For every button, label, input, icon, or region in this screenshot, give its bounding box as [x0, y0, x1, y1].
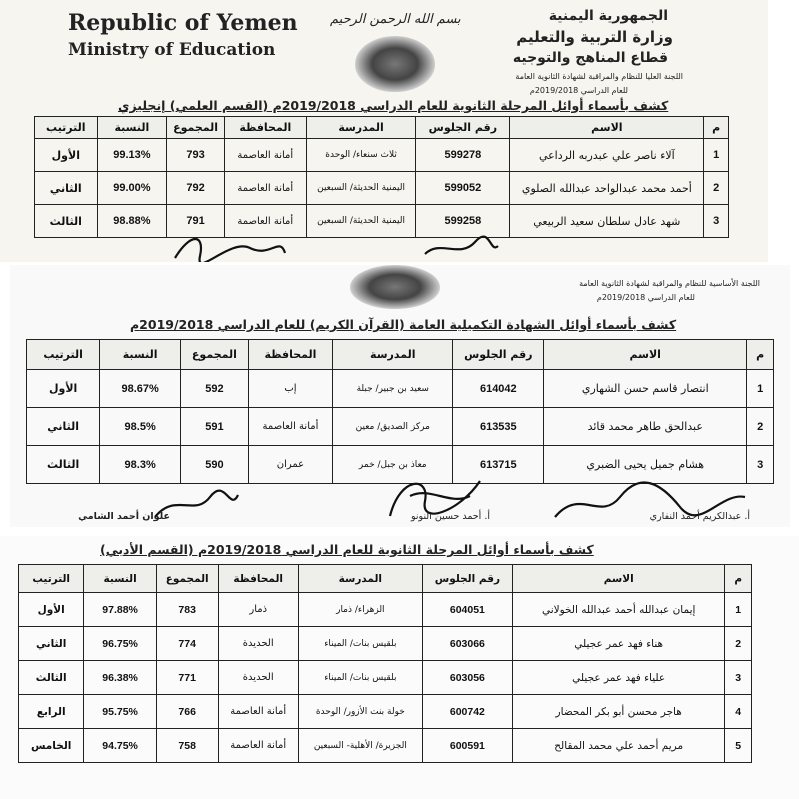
table-row: 1 إيمان عبدالله أحمد عبدالله الخولاني 604051 الزهراء/ ذمار ذمار 783 97.88% الأول [19, 593, 752, 627]
header-ar-republic: الجمهورية اليمنية [548, 8, 668, 24]
yemen-emblem-icon [355, 36, 435, 92]
results-table [34, 116, 729, 238]
col-name: الاسم [510, 117, 704, 139]
table-row: 2 هناء فهد عمر عجيلي 603066 بلقيس بنات/ الميناء الحديدة 774 96.75% الثاني [19, 627, 752, 661]
col-school: المدرسة [306, 117, 416, 139]
header-en-republic: Republic of Yemen [68, 10, 298, 36]
signatory-3: علوان أحمد الشامي [78, 511, 170, 522]
header-en-ministry: Ministry of Education [68, 40, 276, 60]
sheet-title: كشف بأسماء أوائل المرحلة الثانوية للعام الدراسي 2019/2018م (القسم الأدبي) [100, 542, 594, 557]
literary-section-sheet [0, 536, 799, 799]
signature-mark [170, 228, 290, 262]
yemen-emblem-icon [350, 265, 440, 309]
signatory-1: أ. عبدالكريم أحمد النفاري [649, 511, 750, 522]
col-index: م [704, 117, 729, 139]
results-table: م الاسم رقم الجلوس المدرسة المحافظة المجموع النسبة الترتيب 1 انتصار قاسم حسن الشهاري 614042 سعيد بن جبير/ جبلة إب 592 98.67% الأول 2 عبدالحق طاهر محمد قائد 613535 مركز الصديق/ معين أمانة العاصمة 591 98.5% الثاني 3 هشام جميل يحيى الضبري 613715 معاذ بن جبل/ خمر عمران 590 98.3% الثالث [26, 339, 774, 484]
header-ar-year: للعام الدراسي 2019/2018م [529, 86, 628, 95]
col-rank: الترتيب [35, 117, 98, 139]
scientific-section-sheet [0, 0, 768, 262]
header-ar-committee: اللجنة العليا للنظام والمراقبة لشهادة الثانوية العامة [515, 72, 683, 81]
signatory-2: أ. أحمد حسين النونو [410, 511, 490, 522]
table-row: 2 عبدالحق طاهر محمد قائد 613535 مركز الصديق/ معين أمانة العاصمة 591 98.5% الثاني [27, 408, 774, 446]
table-row: 3 هشام جميل يحيى الضبري 613715 معاذ بن جبل/ خمر عمران 590 98.3% الثالث [27, 446, 774, 484]
col-governorate: المحافظة [224, 117, 306, 139]
table-row: 4 هاجر محسن أبو بكر المحضار 600742 خولة بنت الأزور/ الوحدة أمانة العاصمة 766 95.75% الرابع [19, 695, 752, 729]
table-row: 2 أحمد محمد عبدالواحد عبدالله الصلوي 599052 اليمنية الحديثة/ السبعين أمانة العاصمة 792 99.00% الثاني [35, 172, 729, 205]
sheet-title: كشف بأسماء أوائل المرحلة الثانوية للعام الدراسي 2019/2018م (القسم العلمي) إنجليزي [118, 98, 669, 113]
header-ar-sector: قطاع المناهج والتوجيه [512, 50, 668, 66]
header-ar-ministry: وزارة التربية والتعليم [516, 28, 673, 46]
quran-section-sheet [10, 265, 790, 527]
table-row: 3 علياء فهد عمر عجيلي 603056 بلقيس بنات/ الميناء الحديدة 771 96.38% الثالث [19, 661, 752, 695]
header-ar-year: للعام الدراسي 2019/2018م [596, 293, 695, 302]
sheet-title: كشف بأسماء أوائل الشهادة التكميلية العامة (القرآن الكريم) للعام الدراسي 2019/2018م [130, 317, 677, 332]
basmala: بسم الله الرحمن الرحيم [330, 12, 461, 27]
col-percentage: النسبة [97, 117, 167, 139]
col-total: المجموع [167, 117, 225, 139]
table-row: 3 شهد عادل سلطان سعيد الربيعي 599258 اليمنية الحديثة/ السبعين أمانة العاصمة 791 98.88% الثالث [35, 205, 729, 238]
header-ar-committee: اللجنة الأساسية للنظام والمراقبة لشهادة الثانوية العامة [579, 279, 760, 288]
table-row: 5 مريم أحمد علي محمد المقالح 600591 الجزيرة/ الأهلية- السبعين أمانة العاصمة 758 94.75% الخامس [19, 729, 752, 763]
results-table: م الاسم رقم الجلوس المدرسة المحافظة المجموع النسبة الترتيب 1 إيمان عبدالله أحمد عبدالله الخولاني 604051 الزهراء/ ذمار ذمار 783 97.88% الأول 2 هناء فهد عمر عجيلي 603066 بلقيس بنات/ الميناء الحديدة 774 96.75% الثاني 3 علياء فهد عمر عجيلي 603056 بلقيس بنات/ الميناء الحديدة 771 96.38% الثالث 4 هاجر محسن أبو بكر المحضار 600742 خولة بنت الأزور/ الوحدة أمانة العاصمة 766 95.75% الرابع 5 مريم أحمد علي محمد المقالح 600591 الجزيرة/ الأهلية- السبعين أمانة العاصمة 758 94.75% الخامس [18, 564, 752, 763]
table-row: 1 آلاء ناصر علي عبدربه الرداعي 599278 ثلاث سنعاء/ الوحدة أمانة العاصمة 793 99.13% الأول [35, 139, 729, 172]
table-row: 1 انتصار قاسم حسن الشهاري 614042 سعيد بن جبير/ جبلة إب 592 98.67% الأول [27, 370, 774, 408]
signature-mark [420, 234, 500, 262]
col-seat: رقم الجلوس [416, 117, 510, 139]
